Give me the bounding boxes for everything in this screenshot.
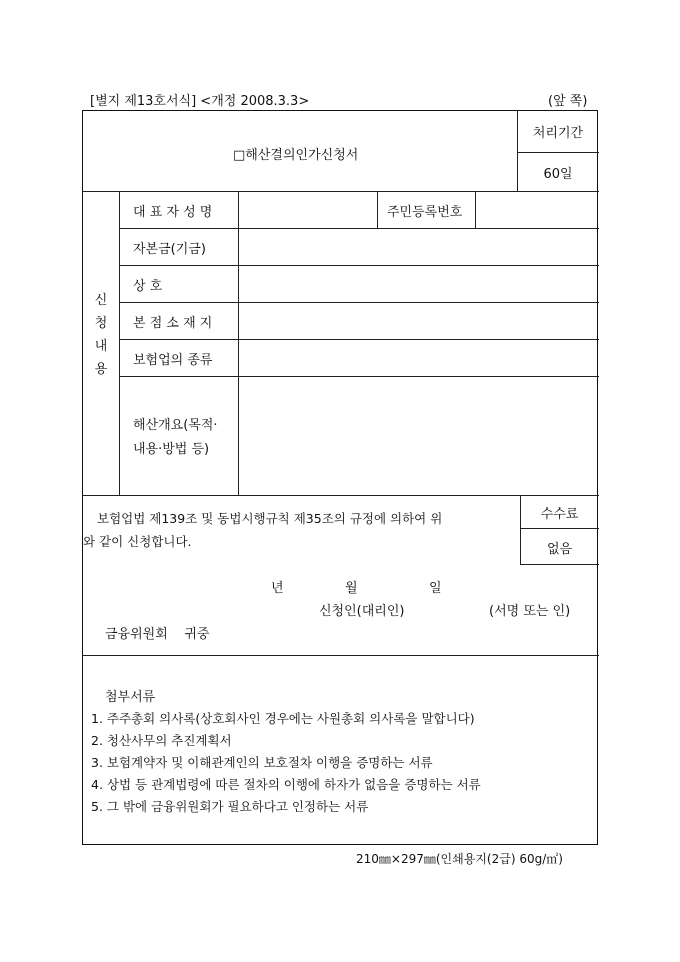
declaration-line1: 보험업법 제139조 및 동법시행규칙 제35조의 규정에 의하여 위 [97,511,443,526]
head-office-label: 본 점 소 재 지 [133,316,213,331]
attachments-title: 첨부서류 [105,690,156,705]
date-year: 년 [271,581,284,596]
capital-label: 자본금(기금) [133,242,206,257]
recipient: 금융위원회 귀중 [105,627,210,642]
section-char: 용 [94,362,108,377]
signature-or-seal: (서명 또는 인) [489,604,571,619]
processing-period-label: 처리기간 [532,126,584,141]
attachment-item: 1. 주주총회 의사록(상호회사인 경우에는 사원총회 의사록을 말합니다) [91,711,475,726]
attachment-item: 2. 청산사무의 추진계획서 [91,733,232,748]
attachment-item: 5. 그 밖에 금융위원회가 필요하다고 인정하는 서류 [91,799,369,814]
attachment-item: 4. 상법 등 관계법령에 따른 절차의 이행에 하자가 없음을 증명하는 서류 [91,777,481,792]
trade-name-label: 상 호 [133,279,163,294]
attachment-item: 3. 보험계약자 및 이해관계인의 보호절차 이행을 증명하는 서류 [91,755,433,770]
fee-value: 없음 [546,542,573,557]
fee-label: 수수료 [540,507,579,522]
applicant-signature-label: 신청인(대리인) [319,604,405,619]
resident-number-label: 주민등록번호 [387,205,463,220]
form-title: □해산결의인가신청서 [233,148,359,163]
section-char: 내 [94,339,108,354]
section-char: 청 [94,316,108,331]
dissolution-overview-label-line2: 내용·방법 등) [133,442,210,457]
representative-name-label: 대 표 자 성 명 [133,205,213,220]
date-day: 일 [429,581,442,596]
date-month: 월 [345,581,358,596]
application-form [82,110,598,845]
section-char: 신 [94,293,108,308]
declaration-line2: 와 같이 신청합니다. [83,534,192,549]
page-side-label: (앞 쪽) [548,94,588,109]
applicant-section-label [83,289,119,381]
form-number: [별지 제13호서식] <개정 2008.3.3> [90,94,310,109]
paper-spec: 210㎜×297㎜(인쇄용지(2급) 60g/㎡) [356,852,563,866]
dissolution-overview-label-line1: 해산개요(목적· [133,418,218,433]
insurance-type-label: 보험업의 종류 [133,353,213,368]
processing-period-value: 60일 [543,167,573,182]
